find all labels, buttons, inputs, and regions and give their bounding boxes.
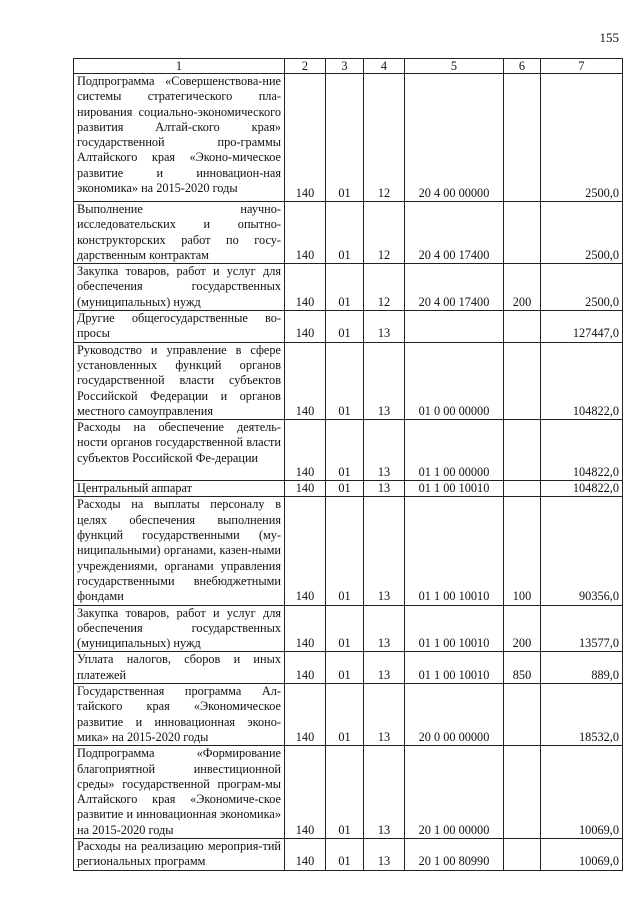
row-name-cell: Расходы на выплаты персоналу в целях обеспечения выполнения функций государственными (му-ниципальными) органами, казен-ными учреждениями, органами управления государственными внебюджетными фондами [74, 497, 285, 605]
section-code-cell: 01 [326, 311, 364, 343]
ministry-code-cell: 140 [285, 420, 326, 481]
section-code-cell: 01 [326, 838, 364, 870]
expense-type-cell [504, 684, 541, 746]
target-article-cell: 20 0 00 00000 [405, 684, 504, 746]
subsection-code-cell: 13 [364, 311, 405, 343]
header-row [74, 59, 623, 74]
section-code-cell: 01 [326, 342, 364, 419]
sum-cell: 889,0 [541, 652, 623, 684]
expense-type-cell [504, 838, 541, 870]
subsection-code-cell: 13 [364, 652, 405, 684]
row-name-cell: Государственная программа Ал-тайского края «Экономическое развитие и инновационная эконо-мика» на 2015-2020 годы [74, 684, 285, 746]
column-header: 4 [364, 59, 405, 74]
column-header: 6 [504, 59, 541, 74]
table-row [74, 264, 623, 311]
sum-cell: 2500,0 [541, 264, 623, 311]
row-name-cell: Выполнение научно-исследовательских и опытно-конструкторских работ по госу-дарственным контрактам [74, 202, 285, 264]
section-code-cell: 01 [326, 497, 364, 605]
ministry-code-cell: 140 [285, 481, 326, 497]
target-article-cell: 01 0 00 00000 [405, 342, 504, 419]
subsection-code-cell: 12 [364, 202, 405, 264]
table-row [74, 838, 623, 870]
sum-cell: 127447,0 [541, 311, 623, 343]
subsection-code-cell: 12 [364, 74, 405, 202]
ministry-code-cell: 140 [285, 684, 326, 746]
ministry-code-cell: 140 [285, 74, 326, 202]
page-number: 155 [599, 30, 619, 45]
target-article-cell: 01 1 00 00000 [405, 420, 504, 481]
target-article-cell: 01 1 00 10010 [405, 497, 504, 605]
section-code-cell: 01 [326, 420, 364, 481]
expense-type-cell: 100 [504, 497, 541, 605]
sum-cell: 2500,0 [541, 74, 623, 202]
expense-type-cell: 200 [504, 605, 541, 652]
sum-cell: 10069,0 [541, 838, 623, 870]
table-row [74, 74, 623, 202]
column-header: 7 [541, 59, 623, 74]
column-header: 3 [326, 59, 364, 74]
target-article-cell: 20 1 00 80990 [405, 838, 504, 870]
target-article-cell: 20 4 00 17400 [405, 202, 504, 264]
table-row [74, 652, 623, 684]
section-code-cell: 01 [326, 652, 364, 684]
expense-type-cell [504, 311, 541, 343]
table-row [74, 684, 623, 746]
row-name-cell: Уплата налогов, сборов и иных платежей [74, 652, 285, 684]
table-row [74, 497, 623, 605]
sum-cell: 90356,0 [541, 497, 623, 605]
expense-type-cell [504, 202, 541, 264]
expense-type-cell: 200 [504, 264, 541, 311]
subsection-code-cell: 13 [364, 838, 405, 870]
ministry-code-cell: 140 [285, 264, 326, 311]
ministry-code-cell: 140 [285, 746, 326, 839]
target-article-cell [405, 311, 504, 343]
sum-cell: 104822,0 [541, 481, 623, 497]
target-article-cell: 20 4 00 17400 [405, 264, 504, 311]
subsection-code-cell: 13 [364, 605, 405, 652]
sum-cell: 10069,0 [541, 746, 623, 839]
row-name-cell: Подпрограмма «Совершенствова-ние системы стратегического пла-нирования социально-экономического развития Алтай-ского края» государственной про-граммы Алтайского края «Эконо-мическое развитие и инновацион-ная экономика» на 2015-2020 годы [74, 74, 285, 202]
section-code-cell: 01 [326, 202, 364, 264]
sum-cell: 13577,0 [541, 605, 623, 652]
column-header: 1 [74, 59, 285, 74]
subsection-code-cell: 13 [364, 420, 405, 481]
expense-type-cell [504, 746, 541, 839]
ministry-code-cell: 140 [285, 342, 326, 419]
column-header: 2 [285, 59, 326, 74]
row-name-cell: Подпрограмма «Формирование благоприятной инвестиционной среды» государственной програм-мы Алтайского края «Экономиче-ское развитие и инновационная экономика» на 2015-2020 годы [74, 746, 285, 839]
ministry-code-cell: 140 [285, 202, 326, 264]
ministry-code-cell: 140 [285, 652, 326, 684]
table-row [74, 420, 623, 481]
sum-cell: 104822,0 [541, 420, 623, 481]
target-article-cell: 01 1 00 10010 [405, 605, 504, 652]
ministry-code-cell: 140 [285, 311, 326, 343]
subsection-code-cell: 13 [364, 684, 405, 746]
sum-cell: 2500,0 [541, 202, 623, 264]
ministry-code-cell: 140 [285, 838, 326, 870]
table-row [74, 481, 623, 497]
ministry-code-cell: 140 [285, 605, 326, 652]
table-row [74, 746, 623, 839]
table-row [74, 342, 623, 419]
sum-cell: 104822,0 [541, 342, 623, 419]
table-row [74, 202, 623, 264]
table-row [74, 605, 623, 652]
budget-table [73, 58, 623, 871]
row-name-cell: Центральный аппарат [74, 481, 285, 497]
section-code-cell: 01 [326, 74, 364, 202]
section-code-cell: 01 [326, 264, 364, 311]
expense-type-cell: 850 [504, 652, 541, 684]
expense-type-cell [504, 420, 541, 481]
subsection-code-cell: 13 [364, 746, 405, 839]
row-name-cell: Закупка товаров, работ и услуг для обеспечения государственных (муниципальных) нужд [74, 264, 285, 311]
row-name-cell: Закупка товаров, работ и услуг для обеспечения государственных (муниципальных) нужд [74, 605, 285, 652]
table-body [74, 74, 623, 871]
row-name-cell: Расходы на обеспечение деятель-ности органов государственной власти субъектов Российской Фе-дерации [74, 420, 285, 481]
section-code-cell: 01 [326, 746, 364, 839]
sum-cell: 18532,0 [541, 684, 623, 746]
target-article-cell: 20 4 00 00000 [405, 74, 504, 202]
row-name-cell: Расходы на реализацию мероприя-тий региональных программ [74, 838, 285, 870]
target-article-cell: 01 1 00 10010 [405, 481, 504, 497]
target-article-cell: 20 1 00 00000 [405, 746, 504, 839]
expense-type-cell [504, 342, 541, 419]
subsection-code-cell: 13 [364, 342, 405, 419]
subsection-code-cell: 13 [364, 497, 405, 605]
section-code-cell: 01 [326, 605, 364, 652]
section-code-cell: 01 [326, 481, 364, 497]
ministry-code-cell: 140 [285, 497, 326, 605]
row-name-cell: Руководство и управление в сфере установленных функций органов государственной власти субъектов Российской Федерации и органов местного самоуправления [74, 342, 285, 419]
expense-type-cell [504, 74, 541, 202]
section-code-cell: 01 [326, 684, 364, 746]
row-name-cell: Другие общегосударственные во-просы [74, 311, 285, 343]
target-article-cell: 01 1 00 10010 [405, 652, 504, 684]
expense-type-cell [504, 481, 541, 497]
subsection-code-cell: 13 [364, 481, 405, 497]
subsection-code-cell: 12 [364, 264, 405, 311]
table-row [74, 311, 623, 343]
column-header: 5 [405, 59, 504, 74]
